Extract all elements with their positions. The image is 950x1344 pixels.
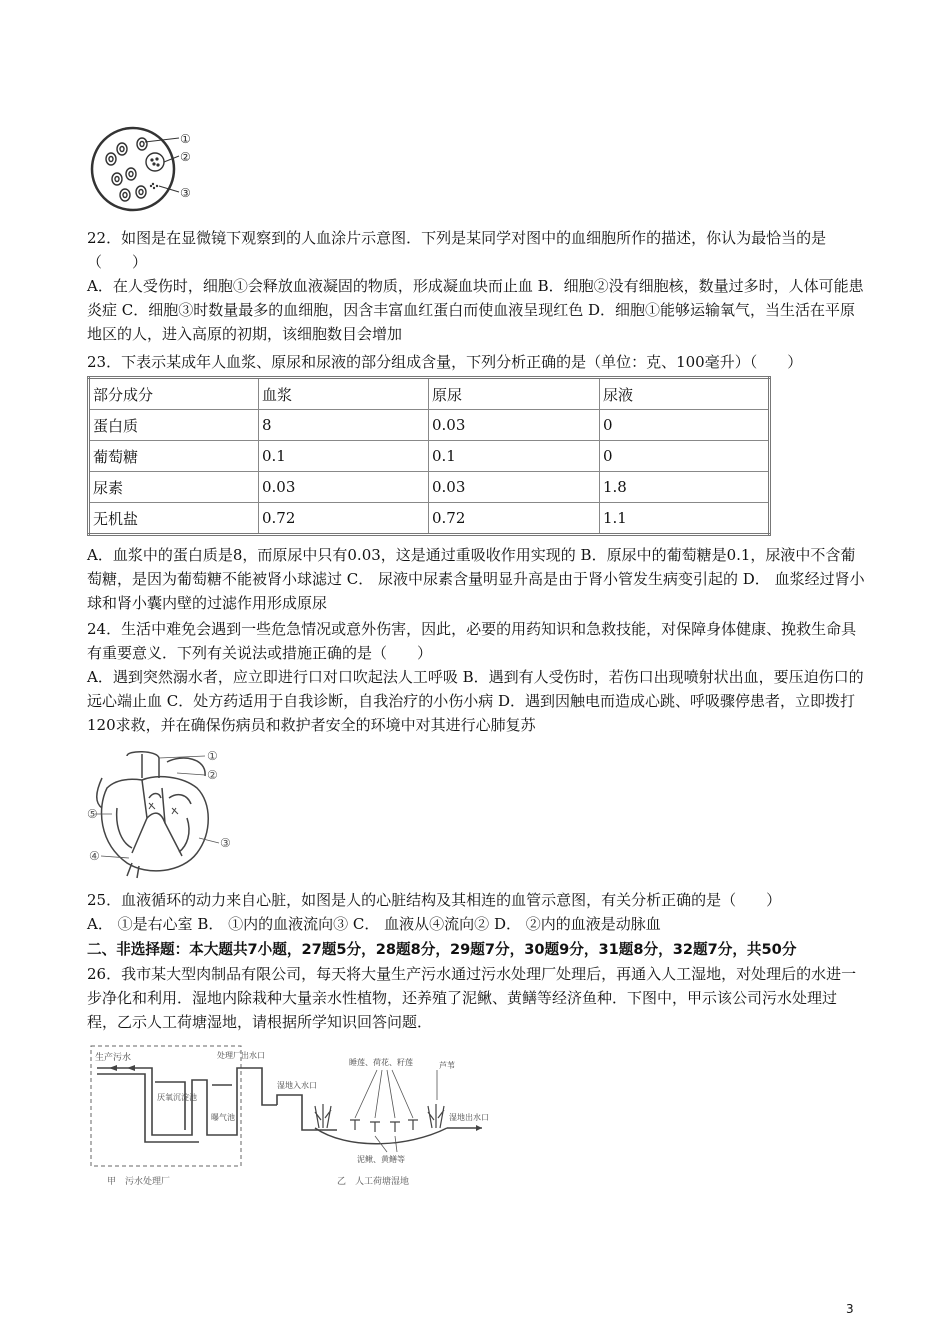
wastewater-figure [87,1040,507,1190]
question-26 [87,962,865,1034]
table-cell: 8 [259,410,429,441]
caption-b: 乙 人工荷塘湿地 [337,1177,410,1187]
label-reed: 芦苇 [439,1061,455,1070]
table-cell: 0.1 [259,441,429,472]
question-22 [87,226,865,346]
table-cell: 无机盐 [89,503,259,535]
section-2-heading [87,938,865,962]
table-cell: 1.1 [600,503,770,535]
smear-label-3: ③ [180,186,191,200]
table-row [89,472,770,503]
label-outlet: 处理厂出水口 [217,1051,265,1060]
plant-boundary [91,1046,241,1166]
heart-figure [87,748,237,880]
q22-stem: 22．如图是在显微镜下观察到的人血涂片示意图．下列是某同学对图中的血细胞所作的描述，你认为最恰当的是（ ） [87,229,827,271]
q25-options: A． ①是右心室 B． ①内的血液流向③ C． 血液从④流向② D． ②内的血液是动脉血 [87,915,661,933]
table-row [89,410,770,441]
question-24 [87,617,865,737]
q24-options: A．遇到突然溺水者，应立即进行口对口吹起法人工呼吸 B．遇到有人受伤时，若伤口出现喷射状出血，要压迫伤口的远心端止血 C．处方药适用于自我诊断，自我治疗的小伤小病 D．遇到因触电而造成心跳、呼吸骤停患者，立即拨打120求救，并在确保伤病员和救护者安全的环境中对其进行心肺复苏 [87,668,864,734]
table-cell: 葡萄糖 [89,441,259,472]
q23-stem: 23．下表示某成年人血浆、原尿和尿液的部分组成含量，下列分析正确的是（单位：克、100毫升）（ ） [87,353,803,371]
composition-table [87,376,771,536]
label-aeration: 曝气池 [211,1113,235,1122]
label-wetland-in: 湿地入水口 [277,1081,317,1090]
heart-label-4: ④ [89,849,100,863]
label-plants: 睡莲、荷花、籽莲 [349,1058,413,1067]
table-cell: 0.1 [429,441,600,472]
heart-label-5: ⑤ [87,807,98,821]
label-anaerobic: 厌氧沉淀池 [157,1093,197,1102]
table-cell: 0.03 [429,472,600,503]
label-inlet: 生产污水 [95,1053,132,1063]
table-cell: 0.72 [259,503,429,535]
table-header-row [89,378,770,410]
label-wetland-out: 湿地出水口 [449,1113,489,1122]
question-23-options [87,543,865,615]
table-row [89,441,770,472]
question-23-stem [87,350,865,374]
table-cell: 尿素 [89,472,259,503]
page-number: 3 [846,1302,854,1316]
heart-label-2: ② [207,768,218,782]
smear-label-1: ① [180,132,191,146]
table-cell: 蛋白质 [89,410,259,441]
table-cell: 0.03 [429,410,600,441]
table-header: 血浆 [259,378,429,410]
table-header: 尿液 [600,378,770,410]
q25-stem: 25．血液循环的动力来自心脏，如图是人的心脏结构及其相连的血管示意图，有关分析正确的是（ ） [87,891,782,909]
table-header: 部分成分 [89,378,259,410]
blood-smear-figure [87,124,217,216]
q24-stem: 24．生活中难免会遇到一些危急情况或意外伤害，因此，必要的用药知识和急救技能，对保障身体健康、挽救生命具有重要意义．下列有关说法或措施正确的是（ ） [87,620,857,662]
table-cell: 0 [600,410,770,441]
q22-options: A．在人受伤时，细胞①会释放血液凝固的物质，形成凝血块而止血 B．细胞②没有细胞核，数量过多时，人体可能患炎症 C．细胞③时数量最多的血细胞，因含丰富血红蛋白而使血液呈现红色 D．细胞①能够运输氧气，当生活在平原地区的人，进入高原的初期，该细胞数目会增加 [87,277,864,343]
heart-label-1: ① [207,749,218,763]
label-fish: 泥鳅、黄鳝等 [357,1155,405,1164]
table-cell: 1.8 [600,472,770,503]
wetland-plants [315,1104,444,1132]
heart-label-3: ③ [220,836,231,850]
table-cell: 0.03 [259,472,429,503]
table-row [89,503,770,535]
section-2-title: 二、非选择题：本大题共7小题，27题5分，28题8分，29题7分，30题9分，31题8分，32题7分，共50分 [87,941,797,958]
table-cell: 0 [600,441,770,472]
q26-stem: 26．我市某大型肉制品有限公司，每天将大量生产污水通过污水处理厂处理后，再通入人工湿地，对处理后的水进一步净化和利用．湿地内除栽种大量亲水性植物，还养殖了泥鳅、黄鳝等经济鱼种．下图中，甲示该公司污水处理过程，乙示人工荷塘湿地，请根据所学知识回答问题． [87,965,857,1031]
question-25 [87,888,865,936]
table-cell: 0.72 [429,503,600,535]
table-header: 原尿 [429,378,600,410]
caption-a: 甲 污水处理厂 [107,1177,171,1187]
q23-options: A．血浆中的蛋白质是8，而原尿中只有0.03，这是通过重吸收作用实现的 B．原尿中的葡萄糖是0.1，尿液中不含葡萄糖，是因为葡萄糖不能被肾小球滤过 C． 尿液中尿素含量明显升高是由于肾小管发生病变引起的 D． 血浆经过肾小球和肾小囊内壁的过滤作用形成原尿 [87,546,865,612]
smear-label-2: ② [180,150,191,164]
